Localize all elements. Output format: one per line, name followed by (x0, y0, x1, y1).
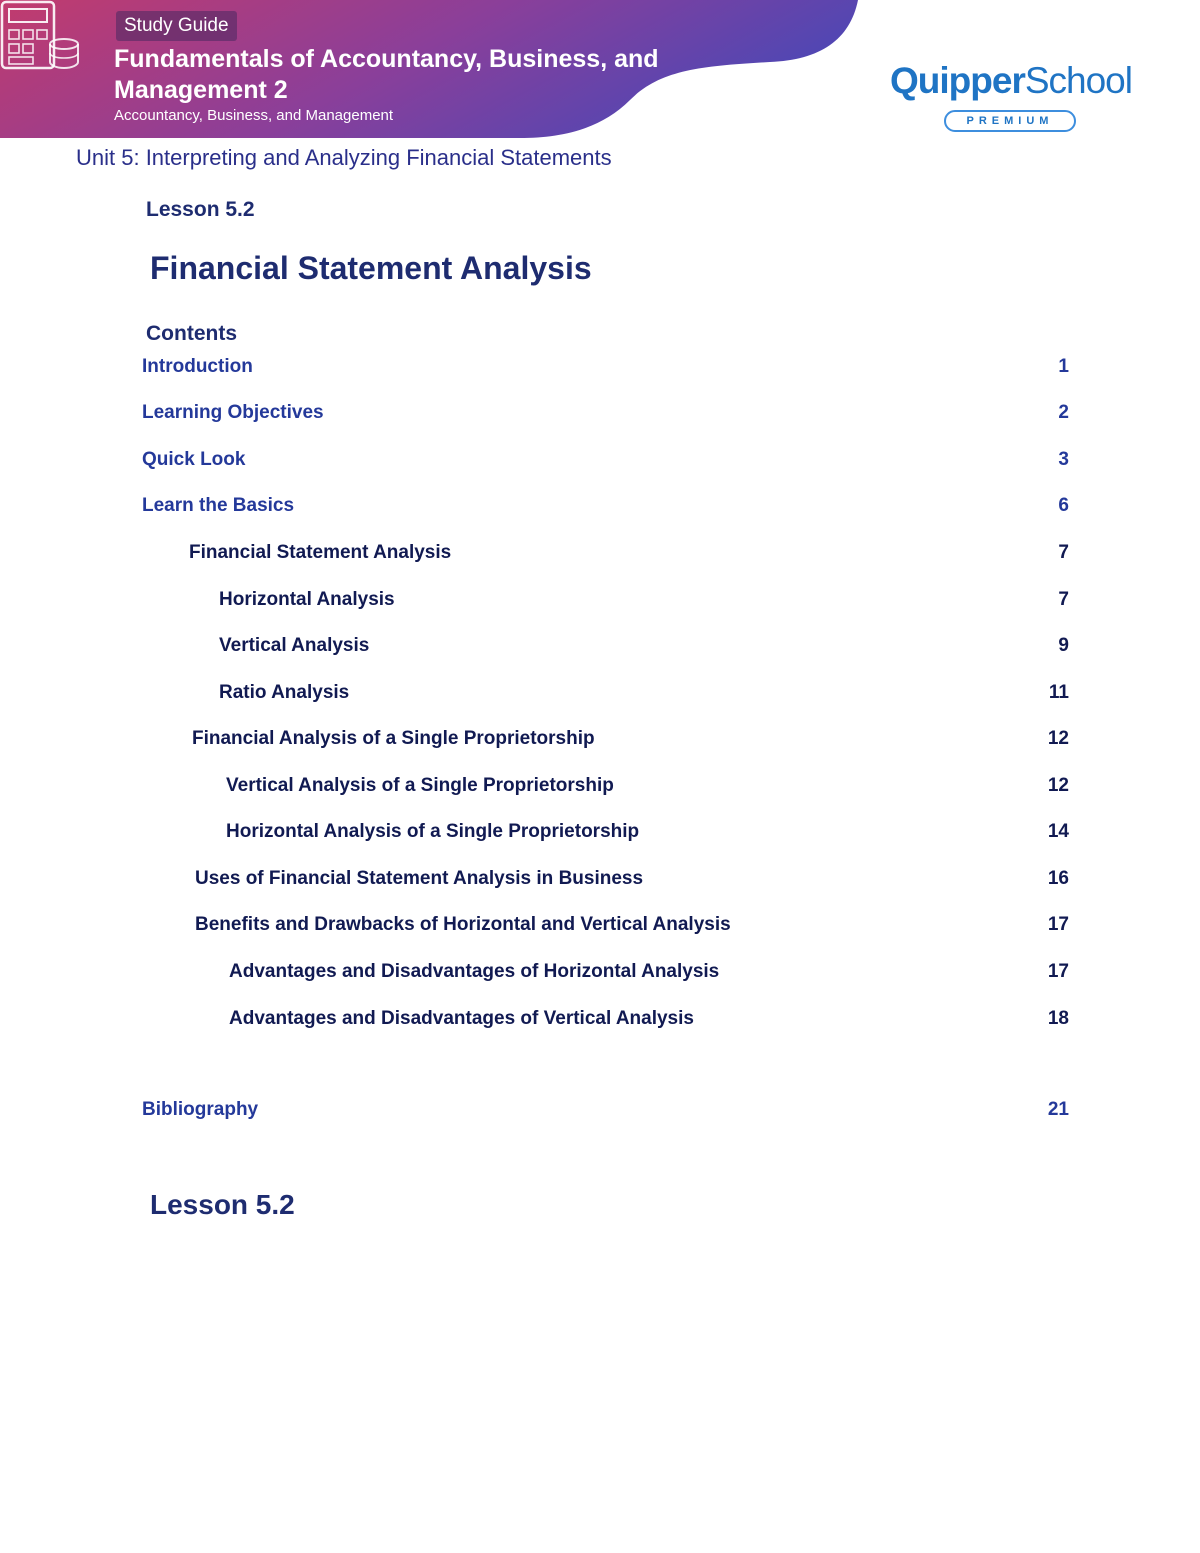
toc-entry-page: 11 (1048, 682, 1069, 703)
toc-entry-title: Benefits and Drawbacks of Horizontal and Vertical Analysis (195, 914, 731, 935)
lesson-label: Lesson 5.2 (146, 198, 255, 221)
course-subtitle: Accountancy, Business, and Management (114, 107, 394, 124)
brand-name-bold: Quipper (890, 60, 1025, 101)
toc-entry-title: Horizontal Analysis of a Single Proprietorship (226, 821, 640, 842)
course-title: Fundamentals of Accountancy, Business, and Management 2 (114, 45, 659, 104)
toc-entry-ratio-analysis[interactable] (219, 680, 1069, 706)
toc-entry-learning-objectives[interactable] (142, 400, 1069, 426)
toc-entry-title: Ratio Analysis (219, 682, 350, 703)
toc-entry-page: 2 (1058, 402, 1069, 423)
toc-entry-horizontal-advantages[interactable] (229, 959, 1069, 985)
calculator-icon (0, 0, 80, 72)
toc-entry-title: Advantages and Disadvantages of Vertical Analysis (229, 1008, 694, 1029)
toc-entry-title: Financial Analysis of a Single Proprietorship (192, 728, 595, 749)
toc-entry-title: Quick Look (142, 449, 246, 470)
toc-entry-financial-statement-analysis[interactable] (189, 540, 1069, 566)
toc-entry-page: 7 (1058, 589, 1069, 610)
toc-entry-bibliography[interactable] (142, 1097, 1069, 1123)
toc-entry-title: Learning Objectives (142, 402, 324, 423)
toc-entry-title: Introduction (142, 356, 253, 377)
brand-name-regular: School (1024, 60, 1132, 101)
toc-entry-page: 7 (1058, 542, 1069, 563)
contents-heading: Contents (146, 322, 237, 345)
page-title: Financial Statement Analysis (150, 250, 592, 286)
toc-entry-page: 3 (1058, 449, 1069, 470)
toc-entry-page: 6 (1058, 495, 1069, 516)
toc-entry-title: Financial Statement Analysis (189, 542, 452, 563)
toc-entry-page: 9 (1058, 635, 1069, 656)
unit-title: Unit 5: Interpreting and Analyzing Financial Statements (76, 145, 612, 170)
toc-entry-title: Advantages and Disadvantages of Horizontal Analysis (229, 961, 720, 982)
toc-entry-financial-analysis-single-proprietorship[interactable] (192, 726, 1069, 752)
header-banner (0, 0, 880, 140)
toc-entry-title: Vertical Analysis (219, 635, 370, 656)
toc-entry-title: Learn the Basics (142, 495, 295, 516)
toc-entry-title: Bibliography (142, 1099, 259, 1120)
toc-entry-benefits-and-drawbacks[interactable] (195, 912, 1069, 938)
toc-entry-learn-the-basics[interactable] (142, 493, 1069, 519)
toc-entry-page: 14 (1047, 821, 1069, 842)
toc-entry-horizontal-analysis[interactable] (219, 587, 1069, 613)
toc-entry-vertical-analysis-single-proprietorship[interactable] (226, 773, 1069, 799)
toc-entry-page: 16 (1047, 868, 1069, 889)
quipper-school-logo (890, 58, 1130, 138)
toc-entry-horizontal-analysis-single-proprietorship[interactable] (226, 819, 1069, 845)
toc-entry-vertical-advantages[interactable] (229, 1006, 1069, 1032)
toc-entry-uses-of-financial-statement-analysis[interactable] (195, 866, 1069, 892)
toc-entry-title: Vertical Analysis of a Single Proprietorship (226, 775, 614, 796)
premium-badge: PREMIUM (944, 110, 1076, 132)
toc-entry-vertical-analysis[interactable] (219, 633, 1069, 659)
toc-entry-page: 17 (1047, 961, 1069, 982)
toc-entry-page: 12 (1047, 775, 1069, 796)
study-guide-badge: Study Guide (116, 11, 237, 41)
toc-entry-page: 21 (1047, 1099, 1069, 1120)
toc-entry-title: Uses of Financial Statement Analysis in Business (195, 868, 644, 889)
toc-entry-page: 12 (1047, 728, 1069, 749)
toc-entry-page: 18 (1047, 1008, 1069, 1029)
toc-entry-quick-look[interactable] (142, 447, 1069, 473)
toc-entry-title: Horizontal Analysis (219, 589, 395, 610)
toc-entry-page: 1 (1058, 356, 1069, 377)
toc-entry-introduction[interactable] (142, 354, 1069, 380)
lesson-heading-bottom: Lesson 5.2 (150, 1189, 295, 1220)
toc-entry-page: 17 (1047, 914, 1069, 935)
